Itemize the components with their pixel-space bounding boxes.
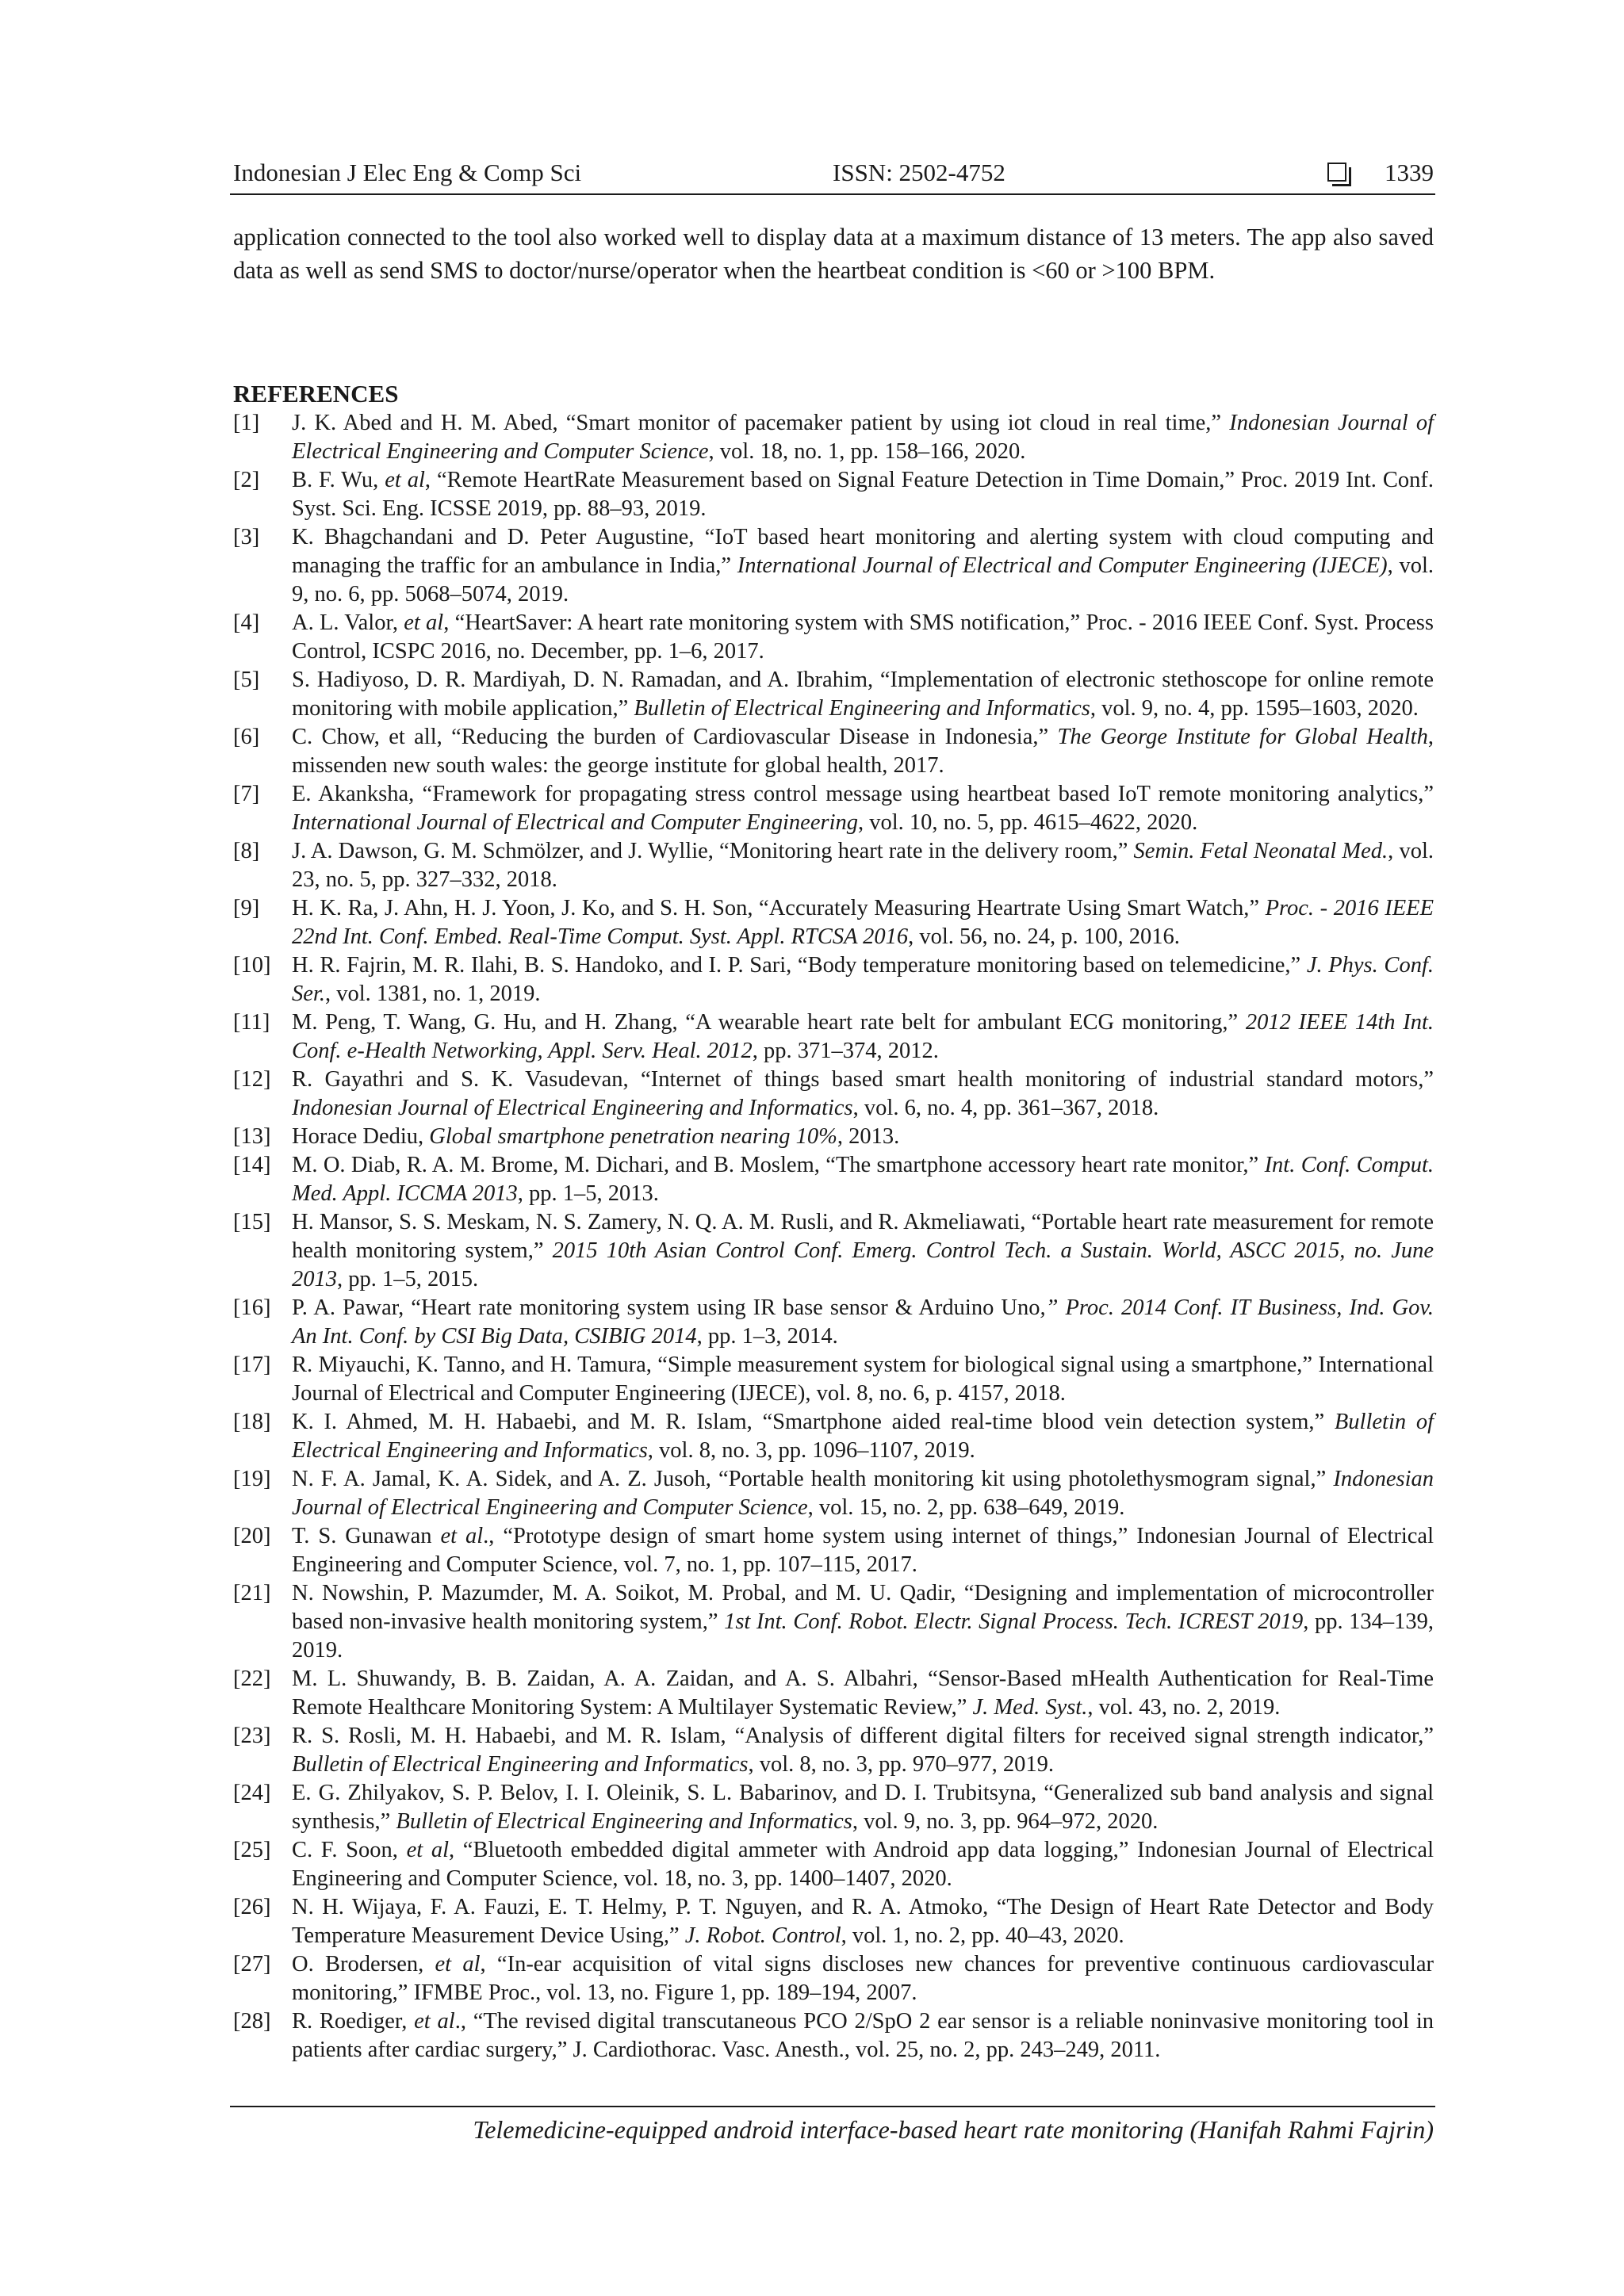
- reference-text-plain: J. A. Dawson, G. M. Schmölzer, and J. Wyllie, “Monitoring heart rate in the delivery room,”: [292, 839, 1134, 863]
- reference-text: [292, 894, 1434, 951]
- reference-text-italic: et al: [406, 1838, 449, 1862]
- reference-number: [23]: [233, 1724, 271, 1748]
- reference-text-plain: , vol. 8, no. 3, pp. 1096–1107, 2019.: [647, 1438, 975, 1463]
- reference-item: [233, 951, 1434, 1008]
- reference-text: [292, 951, 1434, 1008]
- reference-text-plain: S. Hadiyoso, D. R. Mardiyah, D. N. Ramadan, and A. Ibrahim, “Implementation of electronic stethoscope for online remote monitoring with mobile application,”: [292, 668, 1434, 721]
- reference-item: [233, 1465, 1434, 1522]
- reference-text-italic: J. Phys. Conf. Ser.: [292, 953, 1434, 1006]
- reference-text-plain: Horace Dediu,: [292, 1124, 430, 1149]
- square-bullet-icon: [1327, 163, 1346, 182]
- reference-text-plain: , vol. 56, no. 24, p. 100, 2016.: [908, 924, 1180, 949]
- reference-number: [8]: [233, 839, 260, 863]
- reference-item: [233, 1836, 1434, 1893]
- reference-text: [292, 1294, 1434, 1351]
- reference-text-plain: ., “The revised digital transcutaneous PCO 2/SpO 2 ear sensor is a reliable noninvasive monitoring tool in patients after cardiac surgery,” J. Cardiothorac. Vasc. Anesth., vol. 25, no. 2, pp. 243–249, 2011.: [292, 2009, 1434, 2062]
- reference-text-plain: , vol. 8, no. 3, pp. 970–977, 2019.: [748, 1752, 1054, 1777]
- reference-text-italic: International Journal of Electrical and Computer Engineering: [292, 810, 858, 835]
- reference-text-plain: M. O. Diab, R. A. M. Brome, M. Dichari, and B. Moslem, “The smartphone accessory heart rate monitor,”: [292, 1153, 1265, 1177]
- running-footer: Telemedicine-equipped android interface-based heart rate monitoring (Hanifah Rahmi Fajrin): [473, 2115, 1434, 2144]
- reference-text-plain: C. F. Soon,: [292, 1838, 407, 1862]
- reference-text-italic: Global smartphone penetration nearing 10%: [429, 1124, 837, 1149]
- reference-number: [27]: [233, 1952, 271, 1976]
- reference-number: [16]: [233, 1295, 271, 1320]
- reference-text-plain: N. F. A. Jamal, K. A. Sidek, and A. Z. Jusoh, “Portable health monitoring kit using photolethysmogram signal,”: [292, 1467, 1334, 1491]
- reference-text: [292, 609, 1434, 666]
- reference-text-plain: , pp. 1–3, 2014.: [696, 1324, 838, 1349]
- reference-text: [292, 1008, 1434, 1066]
- reference-number: [21]: [233, 1581, 271, 1605]
- reference-text-italic: Bulletin of Electrical Engineering and Informatics: [292, 1752, 749, 1777]
- reference-item: [233, 1408, 1434, 1465]
- reference-list: [233, 409, 1434, 2064]
- reference-text: [292, 1722, 1434, 1779]
- reference-text-italic: Indonesian Journal of Electrical Engineering and Informatics: [292, 1096, 853, 1120]
- reference-text-plain: N. Nowshin, P. Mazumder, M. A. Soikot, M. Probal, and M. U. Qadir, “Designing and implementation of microcontroller based non-invasive health monitoring system,”: [292, 1581, 1434, 1634]
- reference-text-italic: et al: [385, 468, 425, 492]
- reference-text-plain: O. Brodersen,: [292, 1952, 435, 1976]
- reference-text-italic: et al: [404, 610, 444, 635]
- reference-item: [233, 1351, 1434, 1408]
- reference-text: [292, 1123, 1434, 1151]
- reference-text: [292, 466, 1434, 523]
- reference-text-plain: R. Roediger,: [292, 2009, 415, 2034]
- reference-text: [292, 1465, 1434, 1522]
- reference-text-plain: R. Gayathri and S. K. Vasudevan, “Internet of things based smart health monitoring of industrial standard motors,”: [292, 1067, 1434, 1092]
- reference-text-plain: J. K. Abed and H. M. Abed, “Smart monitor of pacemaker patient by using iot cloud in real time,”: [292, 411, 1230, 435]
- reference-number: [1]: [233, 411, 260, 435]
- reference-number: [26]: [233, 1895, 271, 1919]
- reference-text-plain: , pp. 1–5, 2013.: [517, 1181, 659, 1206]
- reference-text-plain: H. K. Ra, J. Ahn, H. J. Yoon, J. Ko, and S. H. Son, “Accurately Measuring Heartrate Using Smart Watch,”: [292, 896, 1266, 920]
- running-header: [233, 155, 1434, 190]
- reference-item: [233, 666, 1434, 723]
- reference-text-plain: , vol. 9, no. 3, pp. 964–972, 2020.: [852, 1809, 1159, 1834]
- reference-text-italic: J. Robot. Control: [684, 1923, 841, 1948]
- reference-text-italic: Bulletin of Electrical Engineering and Informatics: [634, 696, 1090, 721]
- reference-text: [292, 523, 1434, 609]
- reference-text: [292, 1779, 1434, 1836]
- reference-item: [233, 837, 1434, 894]
- reference-text: [292, 837, 1434, 894]
- reference-number: [12]: [233, 1067, 271, 1092]
- reference-text-plain: E. G. Zhilyakov, S. P. Belov, I. I. Oleinik, S. L. Babarinov, and D. I. Trubitsyna, “Generalized sub band analysis and signal synthesis,”: [292, 1781, 1434, 1834]
- reference-text-italic: et al: [440, 1524, 484, 1548]
- reference-item: [233, 780, 1434, 837]
- reference-number: [4]: [233, 610, 260, 635]
- reference-text-italic: Semin. Fetal Neonatal Med.: [1133, 839, 1388, 863]
- reference-number: [19]: [233, 1467, 271, 1491]
- reference-item: [233, 1722, 1434, 1779]
- reference-item: [233, 1579, 1434, 1665]
- reference-text-italic: Indonesian Journal of Electrical Engineering and Computer Science: [292, 411, 1434, 464]
- reference-text: [292, 1665, 1434, 1722]
- reference-text: [292, 1579, 1434, 1665]
- reference-text-plain: C. Chow, et all, “Reducing the burden of Cardiovascular Disease in Indonesia,”: [292, 725, 1058, 749]
- reference-text-plain: , vol. 15, no. 2, pp. 638–649, 2019.: [807, 1495, 1125, 1520]
- reference-item: [233, 523, 1434, 609]
- reference-text-italic: J. Med. Syst.: [972, 1695, 1088, 1720]
- header-divider: [230, 193, 1435, 195]
- page-number: 1339: [1385, 159, 1434, 186]
- reference-text: [292, 409, 1434, 466]
- reference-text-plain: , pp. 1–5, 2015.: [337, 1267, 479, 1292]
- journal-name: Indonesian J Elec Eng & Comp Sci: [233, 159, 582, 186]
- reference-text-italic: Bulletin of Electrical Engineering and Informatics: [396, 1809, 852, 1834]
- reference-text: [292, 1351, 1434, 1408]
- reference-text-plain: , vol. 23, no. 5, pp. 327–332, 2018.: [292, 839, 1434, 892]
- reference-text-italic: Proc. - 2016 IEEE 22nd Int. Conf. Embed. Real-Time Comput. Syst. Appl. RTCSA 2016: [292, 896, 1434, 949]
- reference-text-plain: , pp. 134–139, 2019.: [292, 1609, 1434, 1663]
- reference-text: [292, 1408, 1434, 1465]
- reference-text-plain: , vol. 1381, no. 1, 2019.: [324, 982, 541, 1006]
- reference-number: [6]: [233, 725, 260, 749]
- reference-item: [233, 409, 1434, 466]
- reference-text-plain: , “In-ear acquisition of vital signs discloses new chances for preventive continuous cardiovascular monitoring,” IFMBE Proc., vol. 13, no. Figure 1, pp. 189–194, 2007.: [292, 1952, 1434, 2005]
- reference-item: [233, 1151, 1434, 1208]
- reference-text: [292, 723, 1434, 780]
- reference-text-plain: R. Miyauchi, K. Tanno, and H. Tamura, “Simple measurement system for biological signal using a smartphone,” International Journal of Electrical and Computer Engineering (IJECE), vol. 8, no. 6, p. 4157, 2018.: [292, 1353, 1434, 1406]
- reference-text-plain: , vol. 9, no. 4, pp. 1595–1603, 2020.: [1090, 696, 1419, 721]
- reference-text: [292, 1893, 1434, 1950]
- reference-text-italic: 1st Int. Conf. Robot. Electr. Signal Process. Tech. ICREST 2019: [724, 1609, 1304, 1634]
- reference-text-plain: P. A. Pawar, “Heart rate monitoring system using IR base sensor & Arduino Uno: [292, 1295, 1040, 1320]
- reference-number: [7]: [233, 782, 260, 806]
- reference-number: [28]: [233, 2009, 271, 2034]
- reference-item: [233, 1779, 1434, 1836]
- reference-text-plain: E. Akanksha, “Framework for propagating stress control message using heartbeat based IoT remote monitoring analytics,”: [292, 782, 1434, 806]
- reference-text-plain: B. F. Wu,: [292, 468, 385, 492]
- footer-divider: [230, 2106, 1435, 2107]
- reference-text: [292, 1836, 1434, 1893]
- reference-text-plain: , pp. 371–374, 2012.: [752, 1039, 939, 1063]
- reference-text-italic: International Journal of Electrical and Computer Engineering (IJECE): [737, 553, 1388, 578]
- reference-number: [11]: [233, 1010, 270, 1035]
- reference-text-italic: 2012 IEEE 14th Int. Conf. e-Health Networking, Appl. Serv. Heal. 2012: [292, 1010, 1434, 1063]
- reference-text-plain: , vol. 10, no. 5, pp. 4615–4622, 2020.: [858, 810, 1198, 835]
- reference-number: [25]: [233, 1838, 271, 1862]
- reference-item: [233, 1294, 1434, 1351]
- reference-text-italic: et al: [435, 1952, 481, 1976]
- reference-number: [24]: [233, 1781, 271, 1805]
- reference-text: [292, 1522, 1434, 1579]
- reference-item: [233, 1123, 1434, 1151]
- reference-item: [233, 894, 1434, 951]
- reference-text: [292, 666, 1434, 723]
- reference-text-plain: A. L. Valor,: [292, 610, 404, 635]
- reference-text-plain: K. I. Ahmed, M. H. Habaebi, and M. R. Islam, “Smartphone aided real-time blood vein detection system,”: [292, 1410, 1335, 1434]
- reference-text: [292, 2007, 1434, 2064]
- reference-text-plain: H. Mansor, S. S. Meskam, N. S. Zamery, N. Q. A. M. Rusli, and R. Akmeliawati, “Portable heart rate measurement for remote health monitoring system,”: [292, 1210, 1434, 1263]
- reference-item: [233, 723, 1434, 780]
- reference-item: [233, 1208, 1434, 1294]
- reference-item: [233, 1950, 1434, 2007]
- issn: ISSN: 2502-4752: [833, 159, 1005, 186]
- reference-text: [292, 1950, 1434, 2007]
- reference-text-plain: T. S. Gunawan: [292, 1524, 441, 1548]
- reference-text-plain: K. Bhagchandani and D. Peter Augustine, “IoT based heart monitoring and alerting system with cloud computing and managing the traffic for an ambulance in India,”: [292, 525, 1434, 578]
- reference-item: [233, 1008, 1434, 1066]
- reference-text: [292, 1066, 1434, 1123]
- reference-text-plain: M. Peng, T. Wang, G. Hu, and H. Zhang, “A wearable heart rate belt for ambulant ECG monitoring,”: [292, 1010, 1246, 1035]
- reference-text: [292, 1151, 1434, 1208]
- body-paragraph: application connected to the tool also worked well to display data at a maximum distance of 13 meters. The app also saved data as well as send SMS to doctor/nurse/operator when the heartbeat condition is <60 or >100 BPM.: [233, 224, 1434, 284]
- reference-item: [233, 2007, 1434, 2064]
- reference-text-plain: , vol. 1, no. 2, pp. 40–43, 2020.: [841, 1923, 1124, 1948]
- reference-number: [17]: [233, 1353, 271, 1377]
- reference-text-italic: The George Institute for Global Health: [1057, 725, 1428, 749]
- reference-text-plain: , vol. 43, no. 2, 2019.: [1087, 1695, 1281, 1720]
- reference-text: [292, 1208, 1434, 1294]
- reference-number: [18]: [233, 1410, 271, 1434]
- reference-number: [13]: [233, 1124, 271, 1149]
- reference-item: [233, 1665, 1434, 1722]
- reference-number: [20]: [233, 1524, 271, 1548]
- reference-item: [233, 1893, 1434, 1950]
- reference-item: [233, 609, 1434, 666]
- reference-text-plain: N. H. Wijaya, F. A. Fauzi, E. T. Helmy, P. T. Nguyen, and R. A. Atmoko, “The Design of Heart Rate Detector and Body Temperature Measurement Device Using,”: [292, 1895, 1434, 1948]
- reference-text-italic: Indonesian Journal of Electrical Engineering and Computer Science: [292, 1467, 1434, 1520]
- reference-number: [2]: [233, 468, 260, 492]
- reference-text-italic: ,” Proc. 2014 Conf. IT Business, Ind. Gov. An Int. Conf. by CSI Big Data, CSIBIG 2014: [292, 1295, 1434, 1349]
- reference-number: [5]: [233, 668, 260, 692]
- reference-item: [233, 1066, 1434, 1123]
- reference-item: [233, 1522, 1434, 1579]
- reference-text-plain: H. R. Fajrin, M. R. Ilahi, B. S. Handoko, and I. P. Sari, “Body temperature monitoring based on telemedicine,”: [292, 953, 1307, 978]
- reference-text-italic: Int. Conf. Comput. Med. Appl. ICCMA 2013: [292, 1153, 1434, 1206]
- references-heading: REFERENCES: [233, 380, 399, 408]
- reference-text-plain: , “Bluetooth embedded digital ammeter with Android app data logging,” Indonesian Journal of Electrical Engineering and Computer Science, vol. 18, no. 3, pp. 1400–1407, 2020.: [292, 1838, 1434, 1891]
- reference-number: [3]: [233, 525, 260, 549]
- reference-text-plain: , “Remote HeartRate Measurement based on Signal Feature Detection in Time Domain,” Proc. 2019 Int. Conf. Syst. Sci. Eng. ICSSE 2019, pp. 88–93, 2019.: [292, 468, 1434, 521]
- reference-text-plain: , vol. 9, no. 6, pp. 5068–5074, 2019.: [292, 553, 1434, 607]
- reference-text-plain: R. S. Rosli, M. H. Habaebi, and M. R. Islam, “Analysis of different digital filters for received signal strength indicator,”: [292, 1724, 1434, 1748]
- reference-text-italic: et al: [414, 2009, 455, 2034]
- reference-text-italic: Bulletin of Electrical Engineering and Informatics: [292, 1410, 1434, 1463]
- reference-number: [15]: [233, 1210, 271, 1234]
- reference-text-plain: M. L. Shuwandy, B. B. Zaidan, A. A. Zaidan, and A. S. Albahri, “Sensor-Based mHealth Authentication for Real-Time Remote Healthcare Monitoring System: A Multilayer Systematic Review,”: [292, 1667, 1434, 1720]
- reference-text: [292, 780, 1434, 837]
- reference-number: [22]: [233, 1667, 271, 1691]
- reference-text-plain: ., “Prototype design of smart home system using internet of things,” Indonesian Journal of Electrical Engineering and Computer Science, vol. 7, no. 1, pp. 107–115, 2017.: [292, 1524, 1434, 1577]
- reference-number: [9]: [233, 896, 260, 920]
- reference-text-plain: , missenden new south wales: the george institute for global health, 2017.: [292, 725, 1434, 778]
- reference-text-plain: , vol. 6, no. 4, pp. 361–367, 2018.: [852, 1096, 1159, 1120]
- reference-number: [10]: [233, 953, 271, 978]
- reference-text-plain: , vol. 18, no. 1, pp. 158–166, 2020.: [708, 439, 1026, 464]
- reference-item: [233, 466, 1434, 523]
- reference-text-plain: , 2013.: [837, 1124, 900, 1149]
- reference-number: [14]: [233, 1153, 271, 1177]
- reference-text-plain: , “HeartSaver: A heart rate monitoring system with SMS notification,” Proc. - 2016 IEEE Conf. Syst. Process Control, ICSPC 2016, no. December, pp. 1–6, 2017.: [292, 610, 1434, 664]
- reference-text-italic: 2015 10th Asian Control Conf. Emerg. Control Tech. a Sustain. World, ASCC 2015, no. June 2013: [292, 1238, 1434, 1292]
